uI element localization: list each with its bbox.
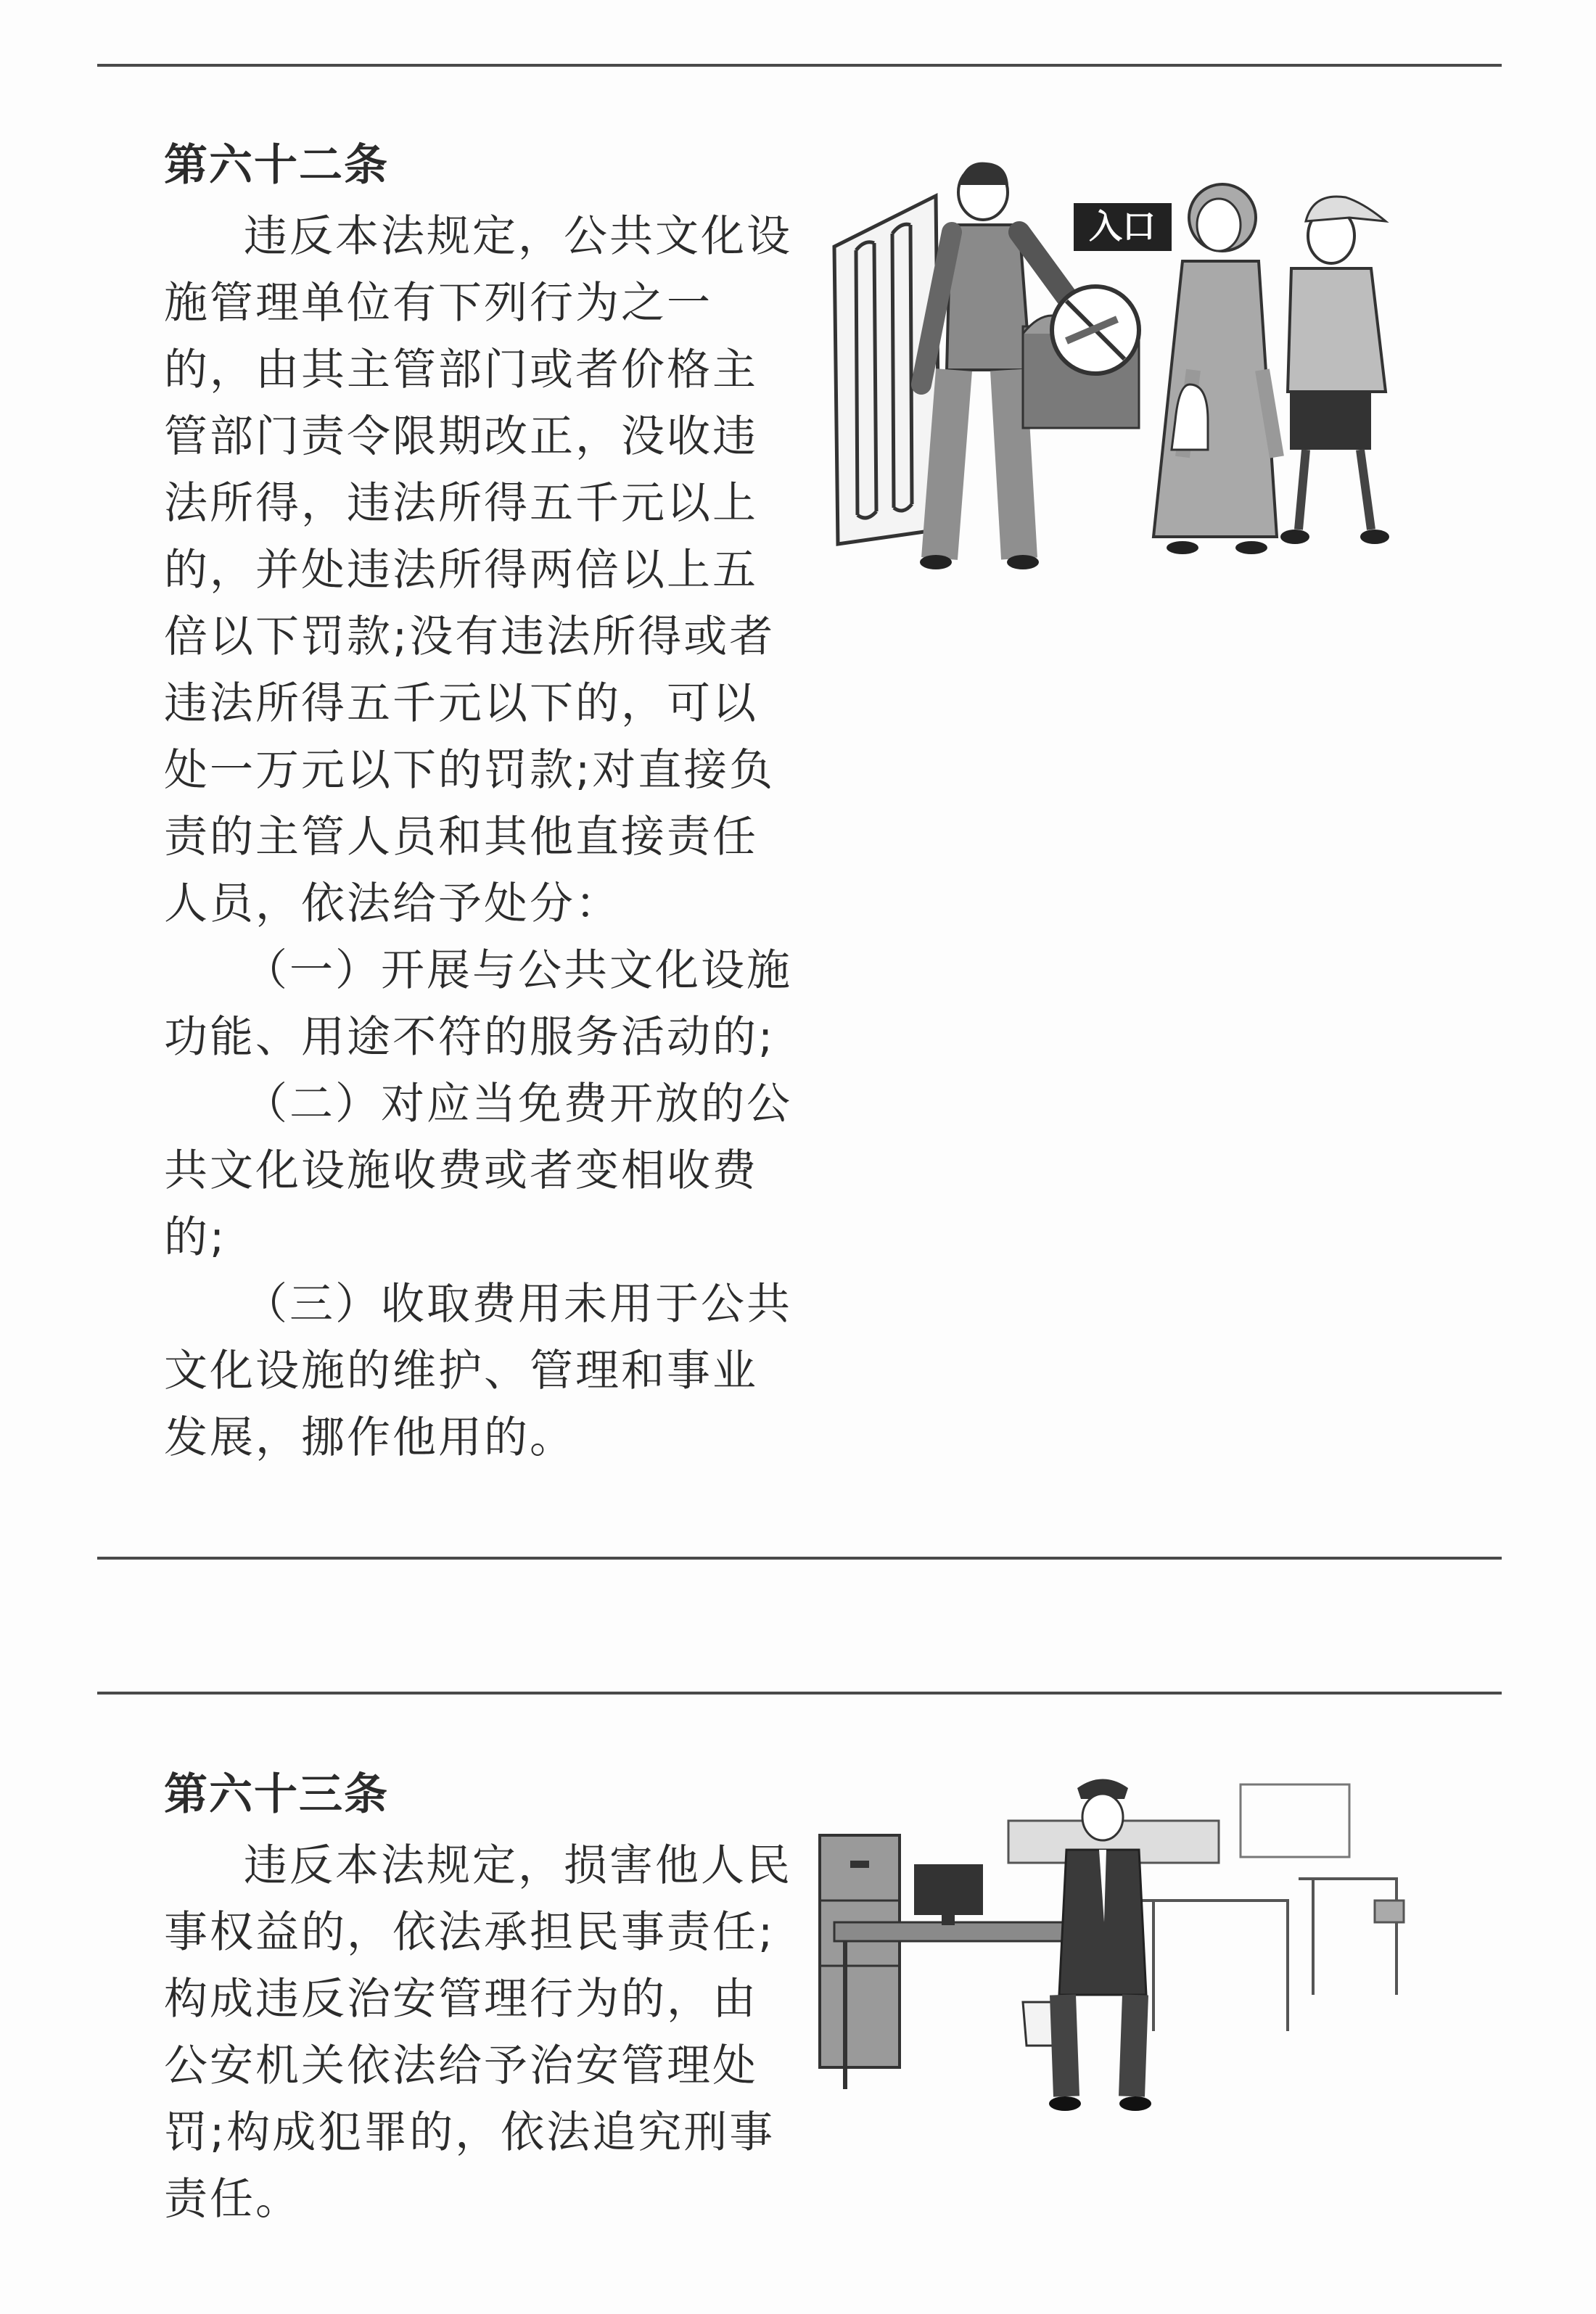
entrance-sign-text: 入口 [1089,207,1156,246]
article-63-body: 违反本法规定，损害他人民事权益的，依法承担民事责任;构成违反治安管理行为的，由公安机关依法给予治安管理处罚;构成犯罪的，依法追究刑事责任。 [164,1840,792,2225]
article-62-illustration [813,152,1407,580]
article-63-illustration [805,1755,1444,2125]
elderly-woman-figure [1153,184,1277,554]
filing-cabinet-icon [820,1835,900,2067]
article-62-item-3: （三）收取费用未用于公共文化设施的维护、管理和事业发展，挪作他用的。 [164,1279,792,1463]
child-figure [1280,197,1389,544]
article-62-item-2: （二）对应当免费开放的公共文化设施收费或者变相收费的; [164,1079,792,1263]
article-63 [164,1766,802,2233]
article-62 [164,136,802,1471]
top-divider [97,64,1502,67]
monitor-icon [914,1864,983,1925]
no-entry-sign-icon [1052,287,1139,374]
article-62-body: 违反本法规定，公共文化设施管理单位有下列行为之一的，由其主管部门或者价格主管部门责令限期改正，没收违法所得，违法所得五千元以上的，并处违法所得两倍以上五倍以下罚款;没有违法所得或者违法所得五千元以下的，可以处一万元以下的罚款;对直接负责的主管人员和其他直接责任人员，依法给予处分： [164,211,792,929]
entrance-sign [1074,203,1172,251]
divider-after-article-62 [97,1557,1502,1560]
article-62-item-1: （一）开展与公共文化设施功能、用途不符的服务活动的; [164,945,792,1063]
divider-before-article-63 [97,1692,1502,1695]
article-63-title: 第六十三条 [164,1769,389,1820]
article-62-title: 第六十二条 [164,140,389,191]
